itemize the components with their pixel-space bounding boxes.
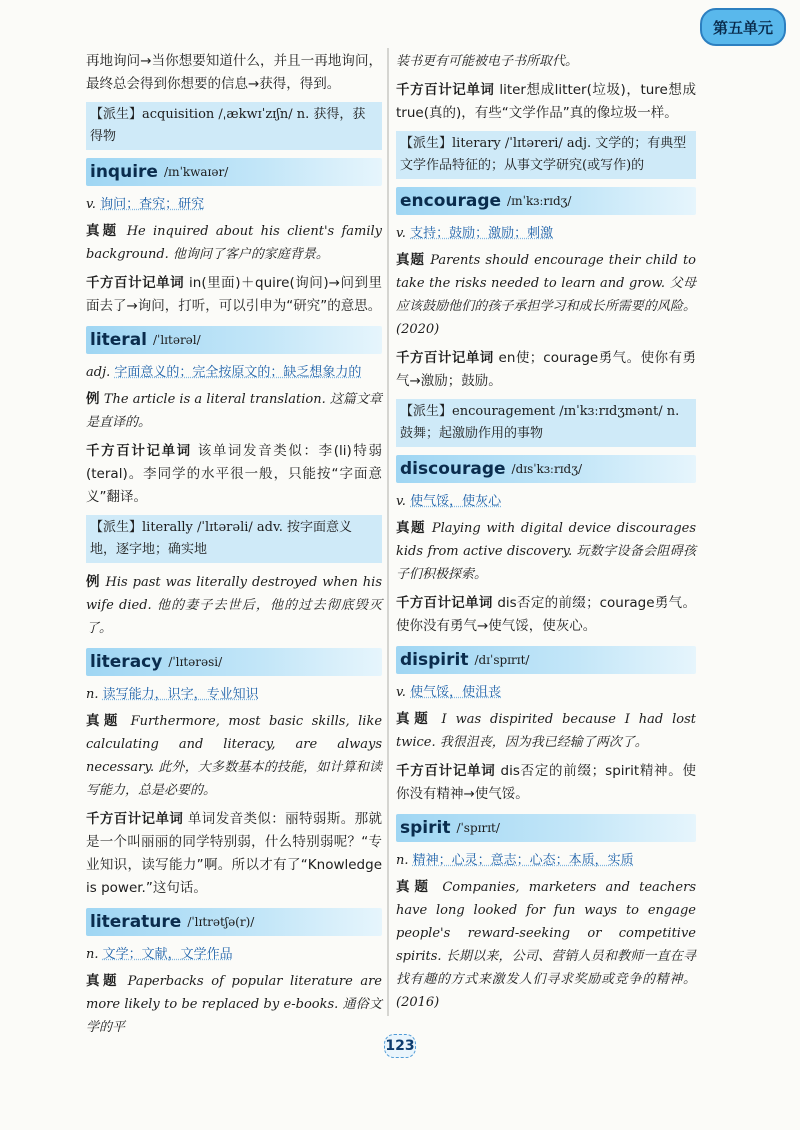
pos-line <box>86 194 382 216</box>
pos-line <box>396 491 696 513</box>
continued-text: 装书更有可能被电子书所取代。 <box>396 54 579 69</box>
derive-literary: 【派生】literary /ˈlɪtəreri/ adj. 文学的；有典型文学作品特征的；从事文学研究(或写作)的 <box>396 131 696 179</box>
left-column <box>86 50 382 1045</box>
meaning: 支持；鼓励；激励；刺激 <box>410 226 554 241</box>
column-divider <box>387 48 389 1016</box>
entry-header-literal <box>86 326 382 354</box>
memory-label: 千方百计记单词 <box>86 811 184 827</box>
entry-header-discourage <box>396 455 696 483</box>
derive-encouragement: 【派生】encouragement /ɪnˈkɜːrɪdʒmənt/ n. 鼓舞；起激励作用的事物 <box>396 399 696 447</box>
zhenti-text: Paperbacks of popular literature are more likely to be replaced by e-books. 通俗文学的平 <box>86 974 382 1035</box>
pos-line <box>86 684 382 706</box>
zhenti <box>396 876 696 1014</box>
phonetic: /ɪnˈkɜːrɪdʒ/ <box>507 194 572 208</box>
zhenti <box>86 970 382 1039</box>
memory-label: 千方百计记单词 <box>396 763 496 779</box>
entry-header-spirit <box>396 814 696 842</box>
example-text: His past was literally destroyed when his wife died. 他的妻子去世后，他的过去彻底毁灭了。 <box>86 575 382 636</box>
memory-tip <box>86 440 382 509</box>
phonetic: /dɪˈspɪrɪt/ <box>474 653 530 667</box>
pos: adj. <box>86 365 111 380</box>
zhenti-label: 真题 <box>396 252 425 268</box>
memory-text: dis否定的前缀；courage勇气。使你没有勇气→使气馁，使灰心。 <box>396 595 696 634</box>
zhenti <box>86 710 382 802</box>
phonetic: /ˈlɪtərəsi/ <box>168 655 223 669</box>
zhenti-text: I was dispirited because I had lost twice. 我很沮丧，因为我已经输了两次了。 <box>396 712 697 750</box>
pos: v. <box>396 685 406 700</box>
derive-acquisition: 【派生】acquisition /ˌækwɪˈzɪʃn/ n. 获得，获得物 <box>86 102 382 150</box>
memory-label: 千方百计记单词 <box>396 595 493 611</box>
phonetic: /ˈspɪrɪt/ <box>456 821 500 835</box>
example-text: The article is a literal translation. 这篇文章是直译的。 <box>86 392 382 430</box>
pos-line <box>86 362 382 384</box>
memory-text: in(里面)＋quire(询问)→问到里面去了→询问，打听，可以引申为“研究”的意思。 <box>86 275 383 314</box>
entry-header-literacy <box>86 648 382 676</box>
zhenti <box>396 249 696 341</box>
pos: v. <box>396 494 406 509</box>
pos: n. <box>396 853 409 868</box>
memory-tip <box>86 808 382 900</box>
intro-text: 再地询问→当你想要知道什么，并且一再地询问，最终总会得到你想要的信息→获得，得到。 <box>86 53 382 92</box>
example <box>86 571 382 640</box>
zhenti <box>86 220 382 266</box>
headword: dispirit <box>400 650 469 670</box>
zhenti-label: 真题 <box>86 713 122 729</box>
pos: n. <box>86 687 99 702</box>
memory-text: en使；courage勇气。使你有勇气→激励；鼓励。 <box>396 350 696 389</box>
zhenti-label: 真题 <box>86 223 120 239</box>
headword: literature <box>90 912 182 932</box>
meaning: 字面意义的；完全按原文的；缺乏想象力的 <box>114 365 362 380</box>
memory-text: liter想成litter(垃圾)，ture想成true(真的)，有些“文学作品”真的像垃圾一样。 <box>396 82 696 121</box>
memory-tip <box>396 592 696 638</box>
memory-label: 千方百计记单词 <box>396 82 495 98</box>
example <box>86 388 382 434</box>
zhenti-label: 真题 <box>86 973 120 989</box>
derive-literally: 【派生】literally /ˈlɪtərəli/ adv. 按字面意义地，逐字地；确实地 <box>86 515 382 563</box>
zhenti-text: Companies, marketers and teachers have long looked for fun ways to engage people's reward-seeking or competitive spirits. 长期以来，公司、营销人员和教师一直在寻找有趣的方式来激发人们寻求奖励或竞争的精神。(2016) <box>396 880 696 1010</box>
entry-header-dispirit <box>396 646 696 674</box>
right-column <box>396 50 696 1020</box>
entry-header-inquire <box>86 158 382 186</box>
entry-header-literature <box>86 908 382 936</box>
headword: literal <box>90 330 147 350</box>
zhenti-text: Playing with digital device discourages kids from active discovery. 玩数字设备会阻碍孩子们积极探索。 <box>396 521 697 582</box>
memory-text: 单词发音类似：丽特弱斯。那就是一个叫丽丽的同学特别弱，什么特别弱呢？“专业知识，读写能力”啊。所以才有了“Knowledge is power.”这句话。 <box>86 811 382 896</box>
phonetic: /dɪsˈkɜːrɪdʒ/ <box>511 462 583 476</box>
meaning: 询问；查究；研究 <box>100 197 205 212</box>
example-label: 例 <box>86 391 100 407</box>
phonetic: /ˈlɪtrətʃə(r)/ <box>187 915 255 929</box>
pos-line <box>86 944 382 966</box>
meaning: 使气馁，使沮丧 <box>410 685 502 700</box>
meaning: 使气馁，使灰心 <box>410 494 502 509</box>
phonetic: /ɪnˈkwaɪər/ <box>163 165 229 179</box>
meaning: 文学；文献，文学作品 <box>102 947 233 962</box>
zhenti-label: 真题 <box>396 711 433 727</box>
meaning: 精神；心灵；意志；心态；本质，实质 <box>412 853 634 868</box>
pos: v. <box>396 226 406 241</box>
headword: discourage <box>400 459 506 479</box>
zhenti <box>396 708 696 754</box>
headword: spirit <box>400 818 451 838</box>
entry-header-encourage <box>396 187 696 215</box>
memory-tip <box>396 347 696 393</box>
memory-label: 千方百计记单词 <box>86 443 192 459</box>
zhenti-text: Parents should encourage their child to take the risks needed to learn and grow. 父母应该鼓励他们的孩子承担学习和成长所需要的风险。(2020) <box>396 253 696 337</box>
zhenti-text: He inquired about his client's family background. 他询问了客户的家庭背景。 <box>86 224 383 262</box>
example-label: 例 <box>86 574 101 590</box>
page-number: 123 <box>384 1034 416 1058</box>
pos: v. <box>86 197 96 212</box>
memory-label: 千方百计记单词 <box>86 275 185 291</box>
phonetic: /ˈlɪtərəl/ <box>153 333 201 347</box>
zhenti-label: 真题 <box>396 520 427 536</box>
zhenti-label: 真题 <box>396 879 434 895</box>
pos: n. <box>86 947 99 962</box>
zhenti-text: Furthermore, most basic skills, like calculating and literacy, are always necessary. 此外，大多数基本的技能，如计算和读写能力，总是必要的。 <box>86 714 383 798</box>
headword: literacy <box>90 652 163 672</box>
memory-tip <box>86 272 382 318</box>
meaning: 读写能力，识字，专业知识 <box>102 687 259 702</box>
pos-line <box>396 850 696 872</box>
memory-tip <box>396 79 696 125</box>
pos-line <box>396 682 696 704</box>
unit-tab: 第五单元 <box>700 8 786 46</box>
memory-text: dis否定的前缀；spirit精神。使你没有精神→使气馁。 <box>396 763 696 802</box>
pos-line <box>396 223 696 245</box>
memory-text: 该单词发音类似：李(li)特弱(teral)。李同学的水平很一般，只能按“字面意义”翻译。 <box>86 443 382 505</box>
headword: inquire <box>90 162 158 182</box>
memory-tip <box>396 760 696 806</box>
memory-label: 千方百计记单词 <box>396 350 494 366</box>
zhenti <box>396 517 696 586</box>
headword: encourage <box>400 191 502 211</box>
